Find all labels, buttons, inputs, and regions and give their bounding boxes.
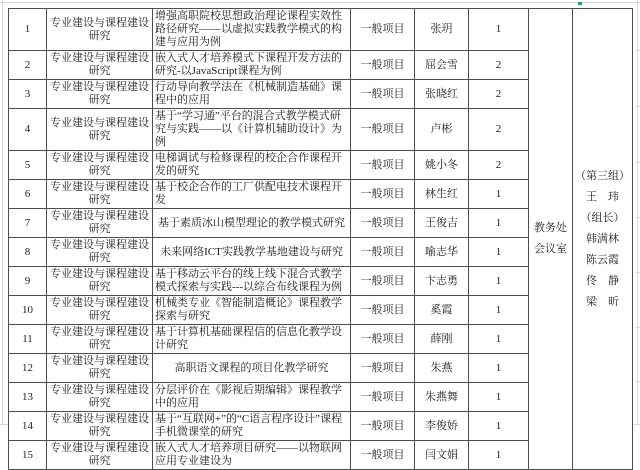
cell-category: 专业建设与课程建设研究 [47,180,153,209]
faint-gridline-stub [636,106,640,107]
cell-person-name: 屈会雪 [415,51,469,80]
cell-category: 专业建设与课程建设研究 [47,51,153,80]
cell-category: 专业建设与课程建设研究 [47,354,153,383]
cell-review-group-line: 梁 昕 [586,295,619,308]
cell-row-number: 14 [9,412,47,441]
cell-project-title: 分层评价在《影视后期编辑》课程教学中的应用 [153,383,351,412]
cell-category: 专业建设与课程建设研究 [47,441,153,470]
cell-row-number: 13 [9,383,47,412]
projects-table-body [9,9,633,470]
faint-gridline-top [0,2,640,3]
cell-project-type: 一般项目 [351,383,415,412]
cell-person-name: 姚小冬 [415,151,469,180]
cell-category: 专业建设与课程建设研究 [47,109,153,151]
cell-project-type: 一般项目 [351,412,415,441]
cell-category: 专业建设与课程建设研究 [47,238,153,267]
cell-category: 专业建设与课程建设研究 [47,412,153,441]
cell-category: 专业建设与课程建设研究 [47,80,153,109]
cell-project-title: 基于“互联网+”的“C语言程序设计”课程手机微课堂的研究 [153,412,351,441]
cell-person-name: 朱燕 [415,354,469,383]
cell-project-title: 增强高职院校思想政治理论课程实效性路径研究——以虚拟实践教学模式的构建与应用为例 [153,9,351,51]
cell-project-type: 一般项目 [351,238,415,267]
cell-project-type: 一般项目 [351,296,415,325]
cell-review-group-line: （第三组） [575,169,630,182]
cell-category: 专业建设与课程建设研究 [47,325,153,354]
cell-project-type: 一般项目 [351,9,415,51]
cell-project-title: 基于移动云平台的线上线下混合式教学模式探索与实践---以综合布线课程为例 [153,267,351,296]
cell-project-type: 一般项目 [351,325,415,354]
cell-row-number: 9 [9,267,47,296]
cell-project-title: 电梯调试与检修课程的校企合作课程开发的研究 [153,151,351,180]
cell-count: 1 [469,209,529,238]
cell-person-name: 薛刚 [415,325,469,354]
cell-meeting-location-line: 教务处 [534,222,567,234]
cell-project-title: 基于素质冰山模型理论的教学模式研究 [153,209,351,238]
cell-review-group-line: 王 玮 [586,190,619,203]
cell-count: 2 [469,80,529,109]
cell-row-number: 4 [9,109,47,151]
faint-gridline-right [637,0,638,426]
cell-category: 专业建设与课程建设研究 [47,209,153,238]
cell-project-title: 未来网络ICT实践教学基地建设与研究 [153,238,351,267]
cell-person-name: 李俊娇 [415,412,469,441]
cell-person-name: 张晓红 [415,80,469,109]
cell-person-name: 王俊吉 [415,209,469,238]
table-row [9,9,633,51]
cell-meeting-location-line: 会议室 [534,243,567,255]
cell-row-number: 11 [9,325,47,354]
cell-meeting-location [529,9,573,470]
cell-row-number: 8 [9,238,47,267]
faint-gridline-stub [636,217,640,218]
cell-row-number: 2 [9,51,47,80]
cell-count: 1 [469,9,529,51]
cell-count: 1 [469,238,529,267]
faint-gridline-stub [636,272,640,273]
cell-count: 1 [469,325,529,354]
cell-count: 1 [469,441,529,470]
cell-project-title: 机械类专业《智能制造概论》课程教学探索与研究 [153,296,351,325]
cell-person-name: 张玥 [415,9,469,51]
faint-gridline-stub [636,50,640,51]
cell-row-number: 6 [9,180,47,209]
cell-project-title: 基于“学习通”平台的混合式教学模式研究与实践——以《计算机辅助设计》为例 [153,109,351,151]
cell-person-name: 朱燕舞 [415,383,469,412]
faint-gridline-stub [636,162,640,163]
cell-project-type: 一般项目 [351,51,415,80]
cell-row-number: 5 [9,151,47,180]
cell-project-title: 基于校企合作的工厂供配电技术课程开发 [153,180,351,209]
cell-project-type: 一般项目 [351,180,415,209]
cell-row-number: 7 [9,209,47,238]
cell-row-number: 3 [9,80,47,109]
cell-category: 专业建设与课程建设研究 [47,296,153,325]
cell-category: 专业建设与课程建设研究 [47,151,153,180]
cell-project-title: 嵌入式人才培养项目研究——以物联网应用专业建设为 [153,441,351,470]
cell-count: 1 [469,383,529,412]
cell-review-group [573,9,633,470]
cell-project-type: 一般项目 [351,267,415,296]
cell-project-title: 嵌入式人才培养模式下课程开发方法的研究-以JavaScript课程为例 [153,51,351,80]
cell-row-number: 10 [9,296,47,325]
cell-review-group-line: （组长） [580,211,625,224]
cell-review-group-line: 韩满林 [586,232,619,245]
cell-project-type: 一般项目 [351,209,415,238]
cell-count: 2 [469,109,529,151]
cell-project-title: 行动导向教学法在《机械制造基础》课程中的应用 [153,80,351,109]
cell-project-title: 高职语文课程的项目化教学研究 [153,354,351,383]
projects-table [8,8,633,470]
cell-category: 专业建设与课程建设研究 [47,267,153,296]
cell-count: 1 [469,354,529,383]
cell-count: 1 [469,180,529,209]
cell-person-name: 卢彬 [415,109,469,151]
cell-category: 专业建设与课程建设研究 [47,383,153,412]
cell-count: 1 [469,296,529,325]
cell-count: 2 [469,151,529,180]
cell-count: 1 [469,412,529,441]
cell-row-number: 1 [9,9,47,51]
cell-project-type: 一般项目 [351,354,415,383]
cell-category: 专业建设与课程建设研究 [47,9,153,51]
cell-count: 2 [469,51,529,80]
cell-person-name: 奚霞 [415,296,469,325]
cell-row-number: 12 [9,354,47,383]
cell-review-group-line: 佟 静 [586,274,619,287]
cell-project-type: 一般项目 [351,109,415,151]
faint-gridline-left [2,0,3,426]
faint-gridline-stub [636,381,640,382]
cell-comment-marker [578,2,582,5]
cell-count: 1 [469,267,529,296]
cell-person-name: 喻志华 [415,238,469,267]
faint-gridline-stub [636,327,640,328]
cell-project-title: 基于计算机基础课程信的信息化教学设计研究 [153,325,351,354]
cell-person-name: 闫文娟 [415,441,469,470]
cell-person-name: 卞志勇 [415,267,469,296]
cell-project-type: 一般项目 [351,151,415,180]
cell-project-type: 一般项目 [351,80,415,109]
cell-person-name: 林生红 [415,180,469,209]
cell-review-group-line: 陈云霞 [586,253,619,266]
cell-project-type: 一般项目 [351,441,415,470]
cell-row-number: 15 [9,441,47,470]
